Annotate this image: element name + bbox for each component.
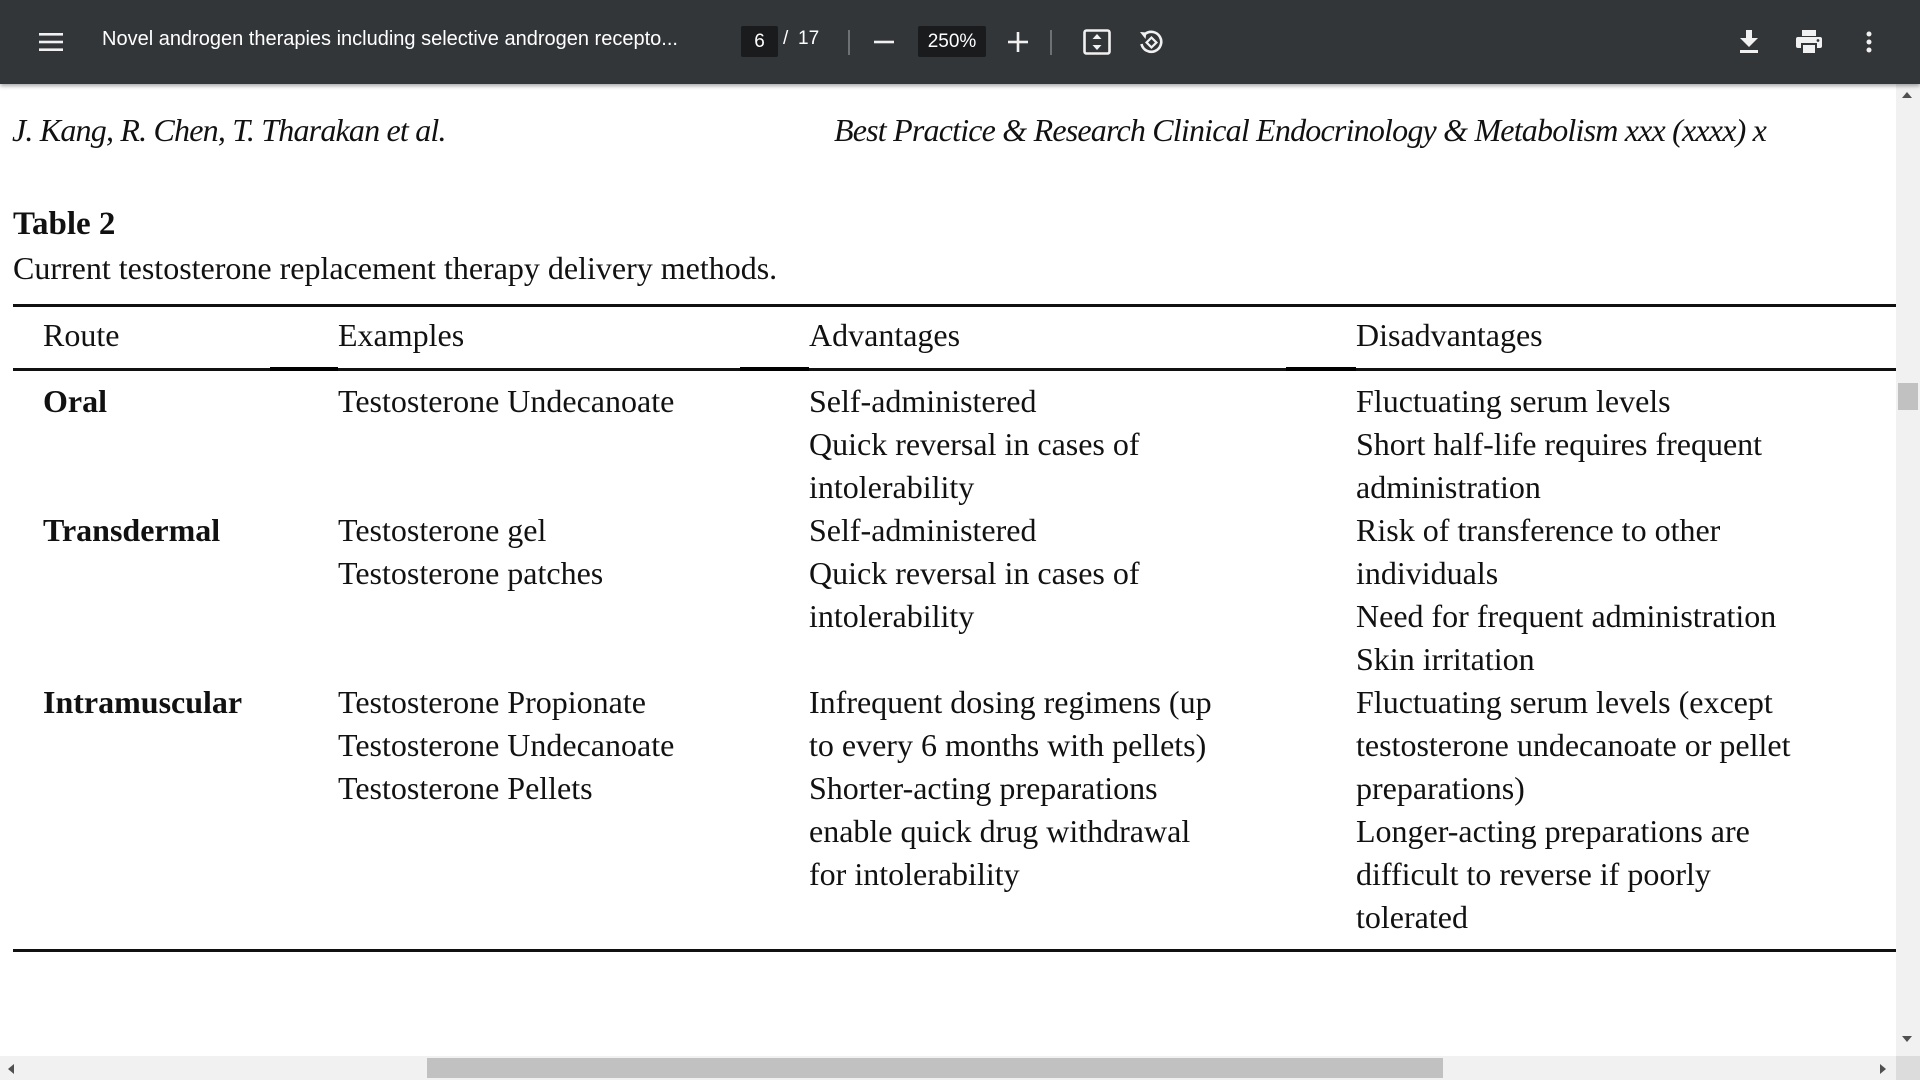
disadvantage-line: individuals: [1356, 555, 1499, 591]
table-top-rule: [13, 304, 1896, 307]
disadvantage-line: Risk of transference to other: [1356, 512, 1721, 548]
running-header-authors: J. Kang, R. Chen, T. Tharakan et al.: [12, 112, 446, 148]
disadvantage-line: preparations): [1356, 770, 1525, 806]
examples-intramuscular: [338, 681, 674, 810]
more-options-button[interactable]: [1849, 22, 1889, 62]
disadvantage-line: administration: [1356, 469, 1541, 505]
page-separator: /: [783, 28, 789, 49]
menu-button[interactable]: [31, 22, 71, 62]
column-rule-mark: [740, 367, 809, 371]
advantage-line: intolerability: [809, 469, 975, 505]
hamburger-icon: [39, 33, 63, 51]
advantage-line: to every 6 months with pellets): [809, 727, 1207, 763]
column-header-advantages: Advantages: [809, 317, 961, 353]
disadvantage-line: Need for frequent administration: [1356, 598, 1777, 634]
pdf-page: [0, 84, 1896, 1056]
table-label: Table 2: [13, 206, 116, 242]
advantage-line: for intolerability: [809, 856, 1020, 892]
fit-to-page-button[interactable]: [1077, 22, 1117, 62]
table-bottom-rule: [13, 949, 1896, 952]
disadvantage-line: testosterone undecanoate or pellet: [1356, 727, 1791, 763]
advantage-line: Quick reversal in cases of: [809, 555, 1140, 591]
vertical-scrollbar[interactable]: [1896, 84, 1920, 1056]
examples-transdermal: [338, 509, 603, 595]
disadvantage-line: Fluctuating serum levels: [1356, 383, 1671, 419]
disadvantages-intramuscular: [1356, 681, 1790, 939]
page-number-input[interactable]: 6: [741, 26, 778, 57]
disadvantage-line: difficult to reverse if poorly: [1356, 856, 1711, 892]
advantage-line: Shorter-acting preparations: [809, 770, 1158, 806]
example-line: Testosterone Propionate: [338, 684, 646, 720]
scrollbar-corner: [1896, 1056, 1920, 1080]
examples-oral: [338, 380, 674, 423]
scroll-left-arrow-icon[interactable]: [6, 1062, 16, 1076]
column-rule-mark: [270, 367, 338, 371]
more-vert-icon: [1866, 31, 1872, 53]
advantages-intramuscular: [809, 681, 1212, 896]
column-rule-mark: [1286, 367, 1356, 371]
document-title: Novel androgen therapies including selective androgen recepto...: [102, 28, 678, 50]
example-line: Testosterone gel: [338, 512, 547, 548]
route-oral: Oral: [43, 383, 107, 419]
example-line: Testosterone Undecanoate: [338, 727, 675, 763]
route-intramuscular: Intramuscular: [43, 684, 243, 720]
rotate-icon: [1137, 28, 1165, 56]
scroll-down-arrow-icon[interactable]: [1900, 1034, 1914, 1044]
advantages-transdermal: [809, 509, 1140, 638]
zoom-in-button[interactable]: [998, 22, 1038, 62]
disadvantage-line: Short half-life requires frequent: [1356, 426, 1763, 462]
scroll-right-arrow-icon[interactable]: [1878, 1062, 1888, 1076]
disadvantage-line: Longer-acting preparations are: [1356, 813, 1750, 849]
print-icon: [1796, 30, 1822, 54]
column-header-disadvantages: Disadvantages: [1356, 317, 1543, 353]
disadvantage-line: Skin irritation: [1356, 641, 1535, 677]
route-transdermal: Transdermal: [43, 512, 221, 548]
advantage-line: Self-administered: [809, 512, 1037, 548]
scroll-up-arrow-icon[interactable]: [1900, 90, 1914, 100]
example-line: Testosterone patches: [338, 555, 604, 591]
disadvantage-line: tolerated: [1356, 899, 1468, 935]
example-line: Testosterone Pellets: [338, 770, 593, 806]
disadvantage-line: Fluctuating serum levels (except: [1356, 684, 1773, 720]
fit-page-icon: [1083, 29, 1111, 55]
vertical-scroll-thumb[interactable]: [1898, 383, 1918, 410]
disadvantages-transdermal: [1356, 509, 1776, 681]
toolbar-divider: [1050, 30, 1052, 55]
advantage-line: intolerability: [809, 598, 975, 634]
table-caption: Current testosterone replacement therapy delivery methods.: [13, 250, 778, 286]
pdf-toolbar: [0, 0, 1920, 84]
print-button[interactable]: [1789, 22, 1829, 62]
column-header-examples: Examples: [338, 317, 465, 353]
disadvantages-oral: [1356, 380, 1762, 509]
example-line: Testosterone Undecanoate: [338, 383, 675, 419]
advantage-line: Quick reversal in cases of: [809, 426, 1140, 462]
advantage-line: enable quick drug withdrawal: [809, 813, 1191, 849]
zoom-level-input[interactable]: 250%: [918, 26, 986, 57]
download-button[interactable]: [1729, 22, 1769, 62]
page-total: 17: [798, 28, 820, 49]
advantage-line: Infrequent dosing regimens (up: [809, 684, 1212, 720]
advantages-oral: [809, 380, 1140, 509]
advantage-line: Self-administered: [809, 383, 1037, 419]
download-icon: [1739, 30, 1759, 54]
toolbar-divider: [848, 30, 850, 55]
minus-icon: [874, 40, 894, 44]
horizontal-scroll-thumb[interactable]: [427, 1058, 1443, 1078]
zoom-out-button[interactable]: [864, 22, 904, 62]
column-header-route: Route: [43, 317, 120, 353]
running-header-journal: Best Practice & Research Clinical Endocrinology & Metabolism xxx (xxxx) x: [834, 112, 1767, 148]
rotate-button[interactable]: [1131, 22, 1171, 62]
plus-icon: [1008, 32, 1028, 52]
